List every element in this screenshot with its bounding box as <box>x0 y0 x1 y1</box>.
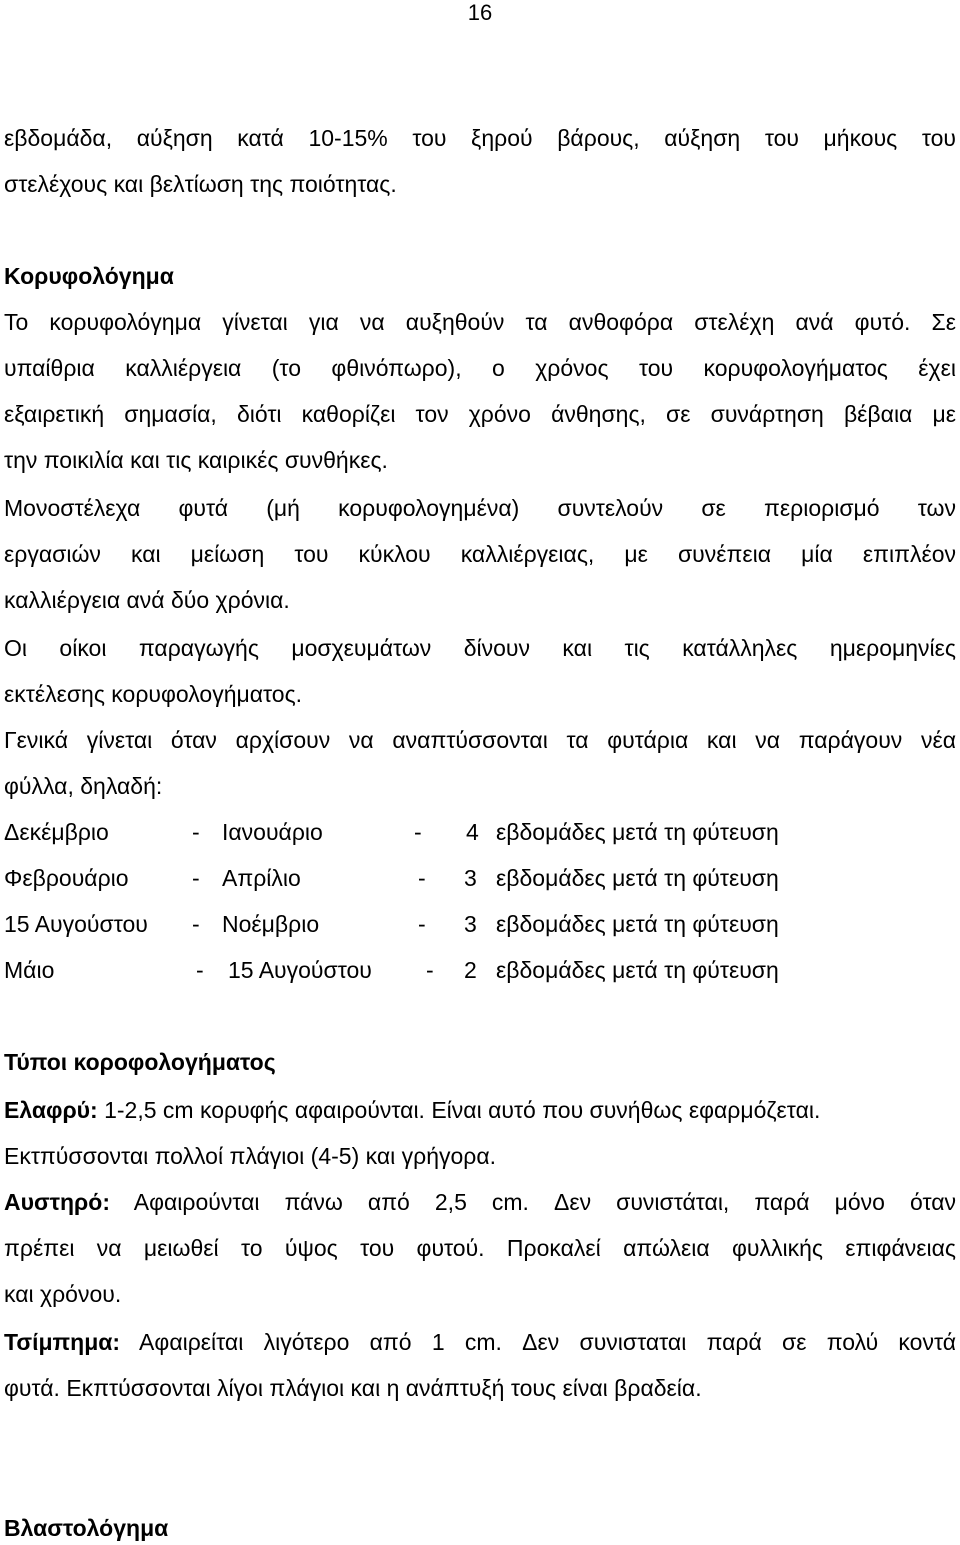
topping-p1-line-4: την ποικιλία και τις καιρικές συνθήκες. <box>4 447 388 473</box>
term-strict: Αυστηρό: <box>4 1189 110 1215</box>
schedule-text: εβδομάδες μετά τη φύτευση <box>496 865 779 891</box>
topping-p1-line-3: εξαιρετική σημασία, διότι καθορίζει τον χρόνο άνθησης, σε συνάρτηση βέβαια με <box>4 401 956 427</box>
strict-line-2: πρέπει να μειωθεί το ύψος του φυτού. Προκαλεί απώλεια φυλλικής επιφάνειας <box>4 1235 956 1261</box>
term-pinch: Τσίμπημα: <box>4 1329 121 1355</box>
schedule-dash-1: - <box>196 957 204 983</box>
topping-p2-line-3: καλλιέργεια ανά δύο χρόνια. <box>4 587 290 613</box>
strict-line-1 <box>4 1188 956 1216</box>
schedule-text: εβδομάδες μετά τη φύτευση <box>496 957 779 983</box>
section-heading-next: Βλαστολόγημα <box>4 1515 169 1541</box>
schedule-from: 15 Αυγούστου <box>4 911 148 937</box>
pinch-line-2: φυτά. Εκπτύσσονται λίγοι πλάγιοι και η ανάπτυξή τους είναι βραδεία. <box>4 1375 702 1401</box>
schedule-from: Φεβρουάριο <box>4 865 129 891</box>
strict-desc: Αφαιρούνται πάνω από 2,5 cm. Δεν συνιστάται, παρά μόνο όταν <box>109 1189 956 1215</box>
topping-p1-line-2: υπαίθρια καλλιέργεια (το φθινόπωρο), ο χρόνος του κορυφολογήματος έχει <box>4 355 956 381</box>
schedule-weeks: 3 <box>464 911 477 937</box>
schedule-dash-2: - <box>418 865 426 891</box>
section-heading-topping: Κορυφολόγημα <box>4 263 174 289</box>
schedule-dash-1: - <box>192 819 200 845</box>
pinch-desc: Αφαιρείται λιγότερο από 1 cm. Δεν συνισταται παρά σε πολύ κοντά <box>120 1329 956 1355</box>
page-number: 16 <box>467 0 493 25</box>
topping-p4-line-2: φύλλα, δηλαδή: <box>4 773 163 799</box>
schedule-to: Νοέμβριο <box>222 911 320 937</box>
section-heading-types: Τύποι κοροφολογήματος <box>4 1049 276 1075</box>
pinch-line-1 <box>4 1328 956 1356</box>
topping-p2-line-2: εργασιών και μείωση του κύκλου καλλιέργειας, με συνέπεια μία επιπλέον <box>4 541 956 567</box>
strict-line-3: και χρόνου. <box>4 1281 122 1307</box>
schedule-dash-2: - <box>414 819 422 845</box>
schedule-dash-1: - <box>192 865 200 891</box>
schedule-dash-2: - <box>418 911 426 937</box>
schedule-weeks: 4 <box>466 819 479 845</box>
topping-p3-line-2: εκτέλεσης κορυφολογήματος. <box>4 681 303 707</box>
schedule-to: Απρίλιο <box>222 865 301 891</box>
schedule-weeks: 2 <box>464 957 477 983</box>
schedule-weeks: 3 <box>464 865 477 891</box>
schedule-from: Δεκέμβριο <box>4 819 109 845</box>
light-line-2: Εκτπύσσονται πολλοί πλάγιοι (4-5) και γρήγορα. <box>4 1143 497 1169</box>
schedule-text: εβδομάδες μετά τη φύτευση <box>496 911 779 937</box>
schedule-text: εβδομάδες μετά τη φύτευση <box>496 819 779 845</box>
light-desc: 1-2,5 cm κορυφής αφαιρούνται. Είναι αυτό που συνήθως εφαρμόζεται. <box>97 1097 821 1123</box>
schedule-from: Μάιο <box>4 957 55 983</box>
intro-line-1: εβδομάδα, αύξηση κατά 10-15% του ξηρού βάρους, αύξηση του μήκους του <box>4 125 956 151</box>
topping-p1-line-1: Το κορυφολόγημα γίνεται για να αυξηθούν τα ανθοφόρα στελέχη ανά φυτό. Σε <box>4 309 956 335</box>
topping-p4-line-1: Γενικά γίνεται όταν αρχίσουν να αναπτύσσονται τα φυτάρια και να παράγουν νέα <box>4 727 956 753</box>
term-light: Ελαφρύ: <box>4 1097 98 1123</box>
intro-line-2: στελέχους και βελτίωση της ποιότητας. <box>4 171 397 197</box>
schedule-to: 15 Αυγούστου <box>228 957 372 983</box>
schedule-to: Ιανουάριο <box>222 819 323 845</box>
schedule-dash-2: - <box>426 957 434 983</box>
schedule-dash-1: - <box>192 911 200 937</box>
light-line-1 <box>4 1096 820 1124</box>
topping-p3-line-1: Οι οίκοι παραγωγής μοσχευμάτων δίνουν και τις κατάλληλες ημερομηνίες <box>4 635 956 661</box>
topping-p2-line-1: Μονοστέλεχα φυτά (μή κορυφολογημένα) συντελούν σε περιορισμό των <box>4 495 956 521</box>
